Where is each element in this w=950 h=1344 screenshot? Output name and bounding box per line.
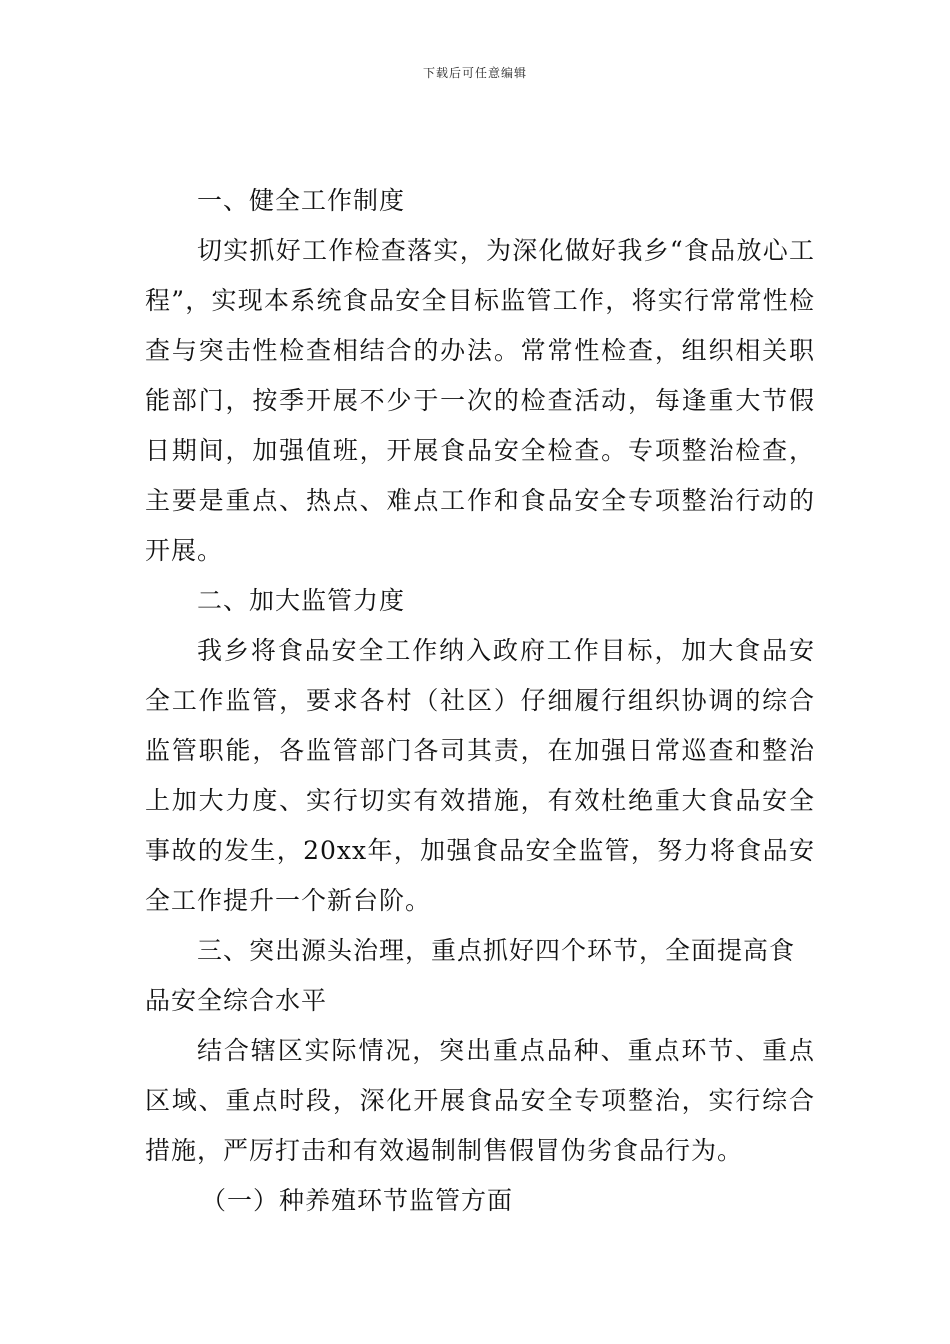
section-heading-2: 二、加大监管力度: [197, 586, 406, 615]
page-header: 下载后可任意编辑: [422, 66, 527, 80]
section-heading-3: 三、突出源头治理，重点抓好四个环节，全面提高食品安全综合水平: [145, 936, 796, 1015]
section-heading-1: 一、健全工作制度: [197, 186, 406, 215]
paragraph-2: 我乡将食品安全工作纳入政府工作目标，加大食品安全工作监管，要求各村（社区）仔细履行组织协调的综合监管职能，各监管部门各司其责，在加强日常巡查和整治上加大力度、实行切实有效措施，有效杜绝重大食品安全事故的发生，20xx年，加强食品安全监管，努力将食品安全工作提升一个新台阶。: [145, 636, 815, 915]
document-body: [145, 176, 815, 1226]
subsection-heading-1: （一）种养殖环节监管方面: [201, 1186, 514, 1215]
paragraph-3: 结合辖区实际情况，突出重点品种、重点环节、重点区域、重点时段，深化开展食品安全专项整治，实行综合措施，严厉打击和有效遏制制售假冒伪劣食品行为。: [145, 1036, 815, 1165]
paragraph-1: 切实抓好工作检查落实，为深化做好我乡“食品放心工程”，实现本系统食品安全目标监管工作，将实行常常性检查与突击性检查相结合的办法。常常性检查，组织相关职能部门，按季开展不少于一次的检查活动，每逢重大节假日期间，加强值班，开展食品安全检查。专项整治检查，主要是重点、热点、难点工作和食品安全专项整治行动的开展。: [145, 236, 815, 565]
